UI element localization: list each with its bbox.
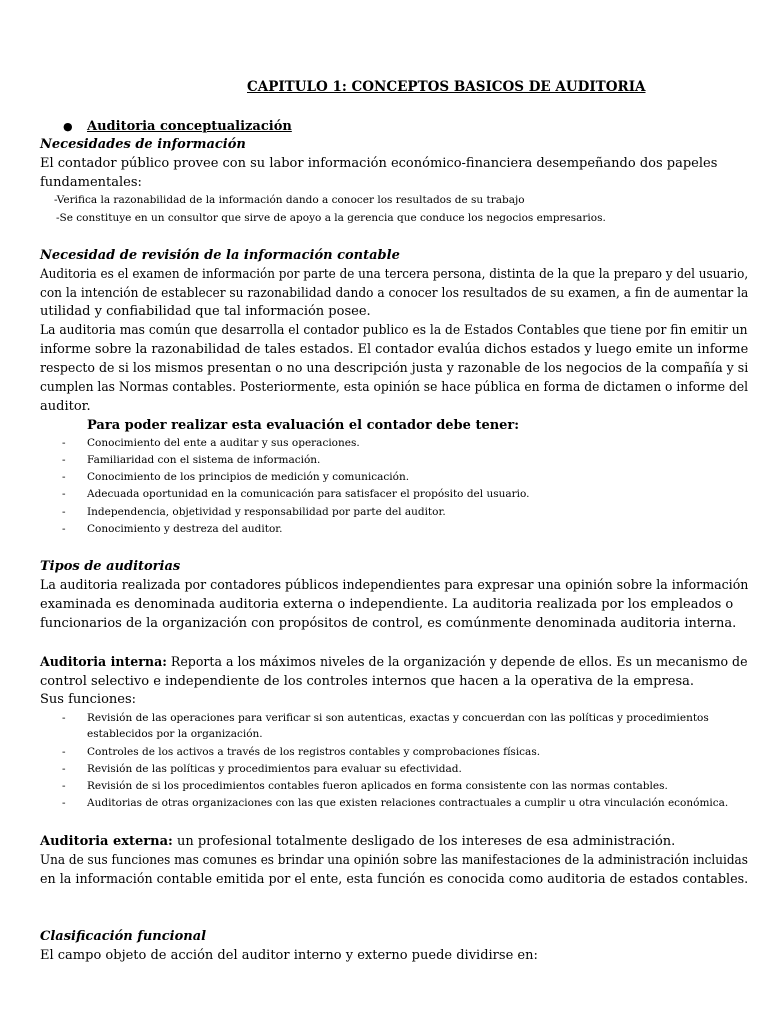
list-dash: - [62, 763, 66, 775]
paragraph-line: Una de sus funciones mas comunes es brindar una opinión sobre las manifestaciones de la administración incluidas [40, 853, 748, 868]
list-item: Independencia, objetividad y responsabilidad por parte del auditor. [87, 506, 446, 518]
list-intro: Para poder realizar esta evaluación el contador debe tener: [87, 418, 520, 433]
paragraph-line: informe sobre la razonabilidad de tales estados. El contador evalúa dichos estados y luego emite un informe [40, 342, 749, 357]
list-item: Revisión de si los procedimientos contables fueron aplicados en forma consistente con las normas contables. [87, 780, 668, 792]
list-dash: - [62, 488, 66, 500]
paragraph-line: en la información contable emitida por el ente, esta función es conocida como auditoria de estados contables. [40, 872, 749, 887]
list-item: -Se constituye en un consultor que sirve de apoyo a la gerencia que conduce los negocios empresarios. [56, 212, 606, 224]
term-label: Auditoria interna: [40, 655, 167, 670]
subheading: Tipos de auditorias [40, 559, 181, 574]
list-item: -Verifica la razonabilidad de la información dando a conocer los resultados de su trabajo [54, 194, 525, 206]
list-dash: - [62, 471, 66, 483]
list-dash: - [62, 506, 66, 518]
list-dash: - [62, 712, 66, 724]
paragraph-line: con la intención de establecer su razonabilidad dando a conocer los resultados de su examen, a fin de aumentar la [40, 286, 749, 301]
paragraph-line: auditor. [40, 399, 91, 414]
paragraph-line: fundamentales: [40, 175, 142, 190]
paragraph-line: La auditoria mas común que desarrolla el contador publico es la de Estados Contables que tiene por fin emitir un [40, 323, 748, 338]
paragraph-line: cumplen las Normas contables. Posteriormente, esta opinión se hace pública en forma de dictamen o informe del [40, 380, 749, 395]
list-item-continued: establecidos por la organización. [87, 728, 263, 740]
paragraph-line: El campo objeto de acción del auditor interno y externo puede dividirse en: [40, 948, 538, 963]
list-item: Conocimiento y destreza del auditor. [87, 523, 283, 535]
page-title: CAPITULO 1: CONCEPTOS BASICOS DE AUDITORIA [247, 79, 646, 95]
term-text: un profesional totalmente desligado de los intereses de esa administración. [172, 834, 676, 849]
paragraph-line: control selectivo e independiente de los controles internos que hacen a la operativa de la empresa. [40, 674, 695, 689]
paragraph-line: El contador público provee con su labor información económico-financiera desempeñando dos papeles [40, 156, 718, 171]
list-dash: - [62, 523, 66, 535]
list-dash: - [62, 454, 66, 466]
subheading: Necesidad de revisión de la información contable [40, 248, 400, 263]
paragraph-line: Auditoria es el examen de información por parte de una tercera persona, distinta de la que la preparo y del usuario, [40, 267, 749, 282]
paragraph-line: La auditoria realizada por contadores públicos independientes para expresar una opinión sobre la información [40, 578, 749, 593]
list-item: Conocimiento de los principios de medición y comunicación. [87, 471, 410, 483]
subheading: Clasificación funcional [40, 929, 207, 944]
list-dash: - [62, 797, 66, 809]
paragraph-line: Sus funciones: [40, 692, 137, 707]
paragraph-line: examinada es denominada auditoria externa o independiente. La auditoria realizada por los empleados o [40, 597, 734, 612]
list-dash: - [62, 437, 66, 449]
list-item: Auditorias de otras organizaciones con las que existen relaciones contractuales a cumplir u otra vinculación económica. [87, 797, 729, 809]
paragraph-line: respecto de si los mismos presentan o no una descripción justa y razonable de los negocios de la compañía y si [40, 361, 749, 376]
list-item: Revisión de las operaciones para verificar si son autenticas, exactas y concuerdan con las políticas y procedimientos [87, 712, 709, 724]
paragraph-line [40, 654, 748, 672]
list-item: Adecuada oportunidad en la comunicación para satisfacer el propósito del usuario. [87, 488, 530, 500]
subheading: Necesidades de información [40, 137, 246, 152]
bullet-dot: ● [63, 120, 73, 133]
paragraph-line: funcionarios de la organización con propósitos de control, es comúnmente denominada auditoria interna. [40, 616, 737, 631]
term-label: Auditoria externa: [40, 834, 173, 849]
list-dash: - [62, 780, 66, 792]
list-dash: - [62, 746, 66, 758]
paragraph-line: utilidad y confiabilidad que tal información posee. [40, 304, 371, 319]
list-item: Familiaridad con el sistema de información. [87, 454, 321, 466]
list-item: Revisión de las políticas y procedimientos para evaluar su efectividad. [87, 763, 462, 775]
list-item: Conocimiento del ente a auditar y sus operaciones. [87, 437, 360, 449]
list-item: Controles de los activos a través de los registros contables y comprobaciones físicas. [87, 746, 541, 758]
term-text: Reporta a los máximos niveles de la organización y depende de ellos. Es un mecanismo de [166, 655, 748, 670]
section-heading: Auditoria conceptualización [87, 119, 292, 134]
paragraph-line [40, 833, 675, 851]
